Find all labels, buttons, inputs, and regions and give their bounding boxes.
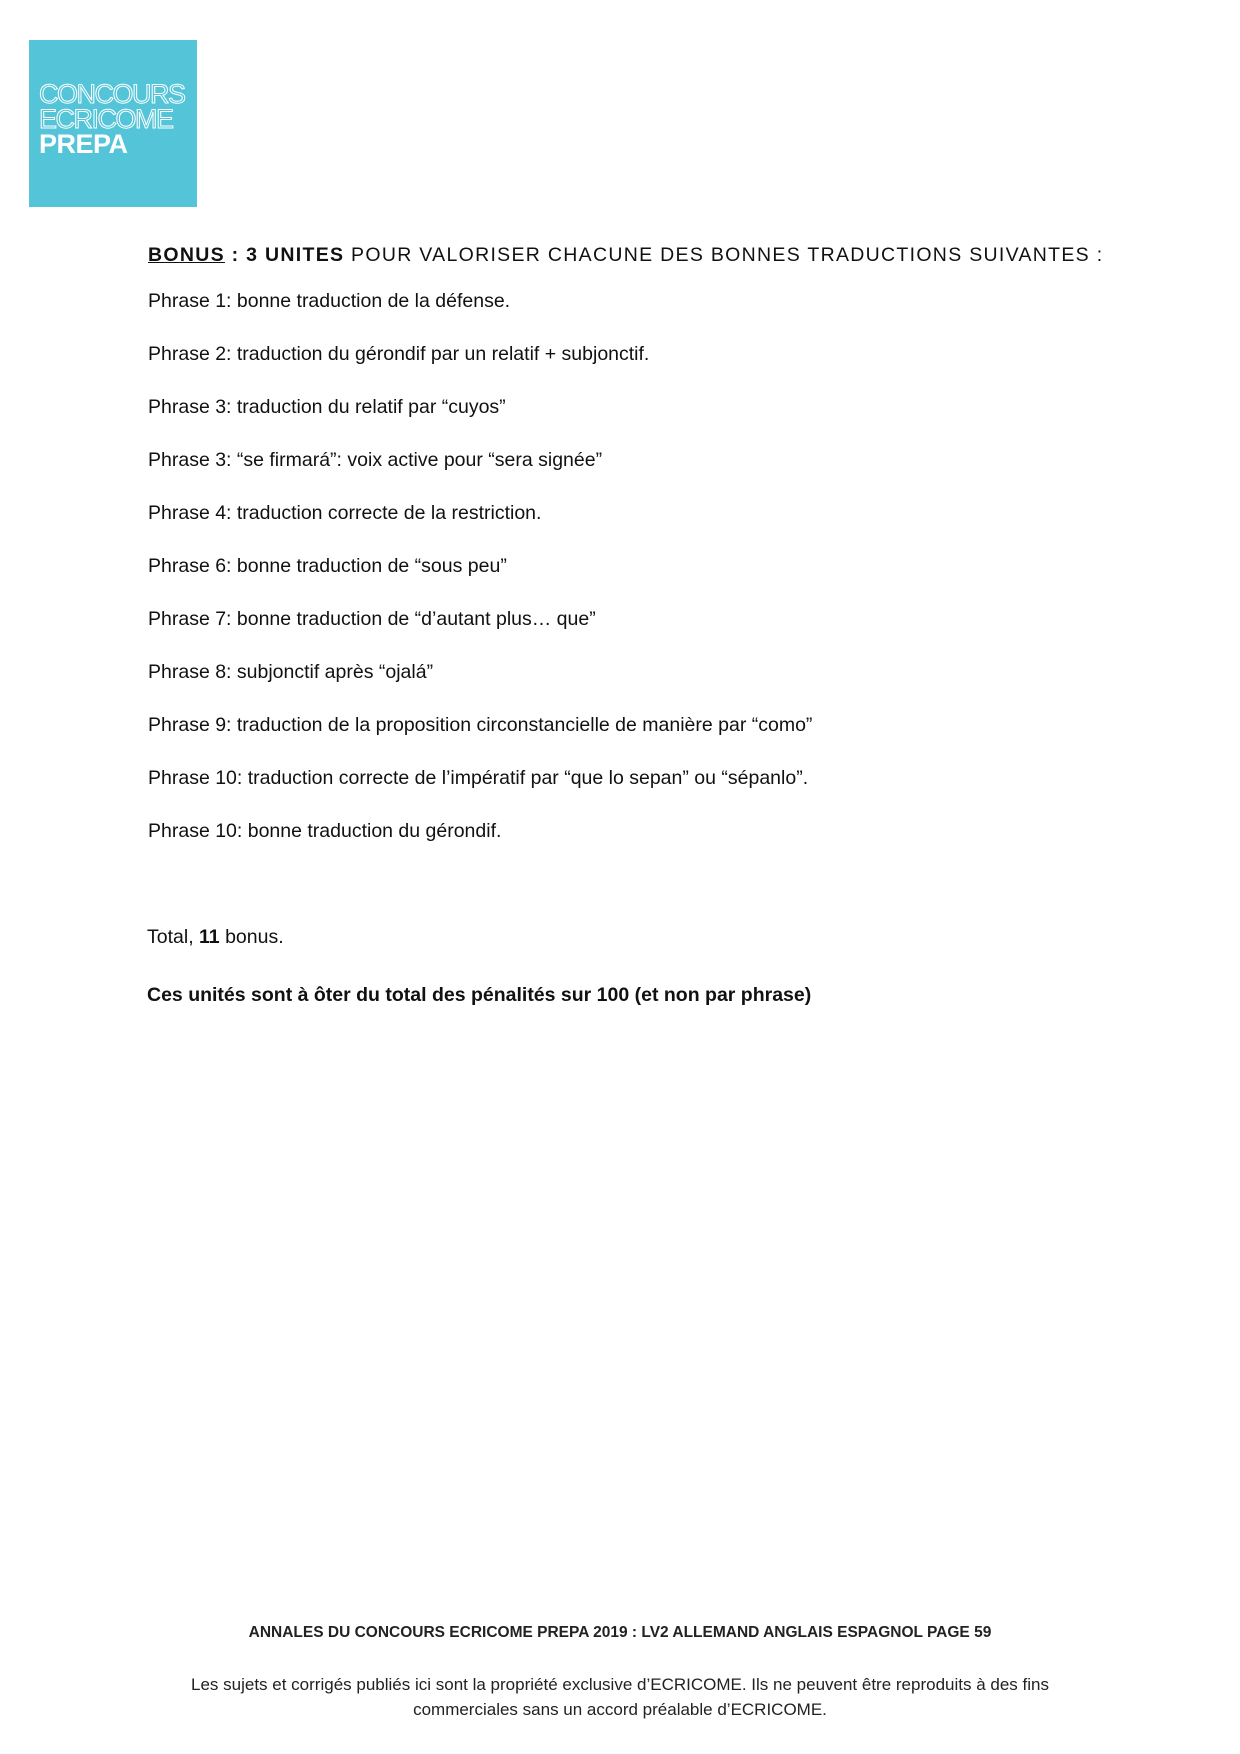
footer-copyright: Les sujets et corrigés publiés ici sont la propriété exclusive d’ECRICOME. Ils ne peuvent être reproduits à des fins commerciales sans un accord préalable d’ECRICOME. (191, 1675, 1049, 1719)
bonus-heading (148, 244, 1103, 267)
list-item: Phrase 6: bonne traduction de “sous peu” (148, 555, 507, 577)
bonus-separator: : (224, 244, 247, 266)
list-item: Phrase 8: subjonctif après “ojalá” (148, 661, 434, 683)
list-item: Phrase 10: traduction correcte de l’impératif par “que lo sepan” ou “sépanlo”. (148, 767, 809, 789)
total-suffix: bonus. (219, 926, 284, 948)
total-prefix: Total, (147, 926, 200, 948)
footer-title: ANNALES DU CONCOURS ECRICOME PREPA 2019 : LV2 ALLEMAND ANGLAIS ESPAGNOL PAGE 59 (248, 1624, 992, 1641)
ecricome-logo (29, 40, 197, 207)
bonus-units: 3 UNITES (246, 244, 345, 266)
list-item: Phrase 4: traduction correcte de la restriction. (148, 502, 542, 524)
bonus-label: BONUS (148, 244, 225, 266)
penalty-note: Ces unités sont à ôter du total des pénalités sur 100 (et non par phrase) (147, 984, 812, 1006)
list-item: Phrase 3: “se firmará”: voix active pour “sera signée” (148, 449, 603, 471)
bonus-list (148, 288, 812, 871)
bonus-heading-rest: POUR VALORISER CHACUNE DES BONNES TRADUCTIONS SUIVANTES : (344, 244, 1104, 266)
list-item: Phrase 10: bonne traduction du gérondif. (148, 820, 502, 842)
bonus-total (147, 926, 284, 949)
list-item: Phrase 3: traduction du relatif par “cuyos” (148, 396, 506, 418)
total-count: 11 (199, 926, 220, 948)
list-item: Phrase 9: traduction de la proposition circonstancielle de manière par “como” (148, 714, 813, 736)
logo-line-prepa: PREPA (39, 129, 128, 159)
list-item: Phrase 2: traduction du gérondif par un relatif + subjonctif. (148, 343, 650, 365)
list-item: Phrase 1: bonne traduction de la défense. (148, 290, 511, 312)
list-item: Phrase 7: bonne traduction de “d’autant plus… que” (148, 608, 596, 630)
logo-line-concours: CONCOURS (39, 79, 185, 109)
logo-line-ecricome: ECRICOME (39, 104, 173, 134)
